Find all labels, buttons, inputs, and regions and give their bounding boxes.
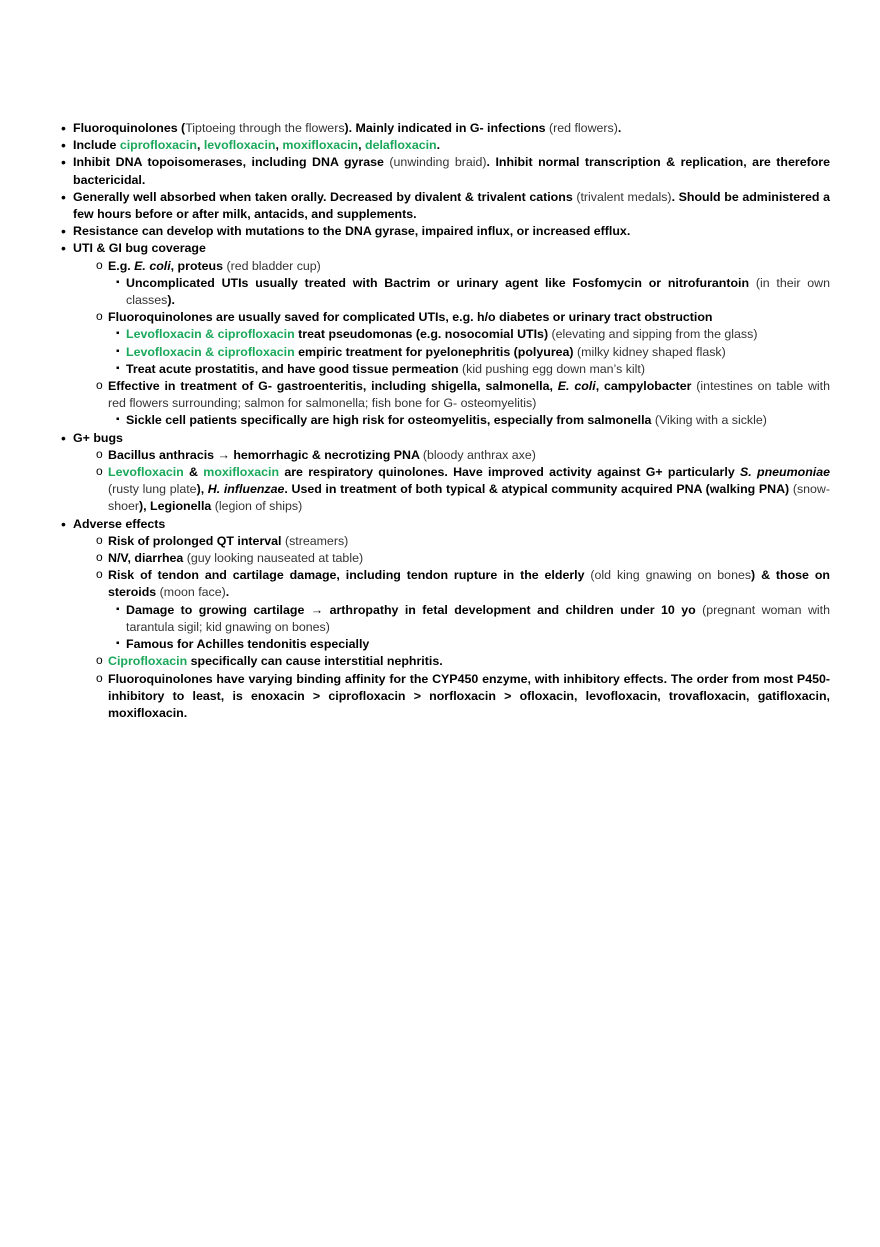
sub-list-item: o E.g. E. coli, proteus (red bladder cup) ▪ Uncomplicated UTIs usually treated with Bactrim or urinary agent like Fosfomycin or nitrofurantoin (in their own classes). bbox=[86, 258, 830, 310]
list-item: • Fluoroquinolones (Tiptoeing through the flowers). Mainly indicated in G- infections (red flowers). bbox=[60, 120, 830, 137]
drug-name: moxifloxacin bbox=[282, 138, 359, 153]
sub-list bbox=[86, 447, 830, 516]
sub-list-item: o Ciprofloxacin specifically can cause interstitial nephritis. bbox=[86, 653, 830, 670]
sub-list-item: o Risk of tendon and cartilage damage, including tendon rupture in the elderly (old king gnawing on bones) & those on steroids (moon face). ▪ Damage to growing cartilage → arthropathy in fetal development and children under 10 yo (pregnant woman with tarantula sigil; kid gnawing on bones) ▪ Famous for Achilles tendonitis especially bbox=[86, 567, 830, 653]
detail-item: ▪ Famous for Achilles tendonitis especially bbox=[108, 636, 830, 653]
sub-list-item: o N/V, diarrhea (guy looking nauseated at table) bbox=[86, 550, 830, 567]
detail-list bbox=[108, 412, 830, 429]
detail-item: ▪ Sickle cell patients specifically are high risk for osteomyelitis, especially from salmonella (Viking with a sickle) bbox=[108, 412, 830, 429]
drug-name: ciprofloxacin bbox=[119, 138, 197, 153]
detail-list bbox=[108, 326, 830, 378]
drug-name: levofloxacin bbox=[203, 138, 276, 153]
sub-list bbox=[86, 533, 830, 722]
sub-list-item: o Fluoroquinolones have varying binding affinity for the CYP450 enzyme, with inhibitory effects. The order from most P450-inhibitory to least, is enoxacin > ciprofloxacin > norfloxacin > ofloxacin, levofloxacin, trovafloxacin, gatifloxacin, moxifloxacin. bbox=[86, 671, 830, 723]
sub-list-item: o Fluoroquinolones are usually saved for complicated UTIs, e.g. h/o diabetes or urinary tract obstruction ▪ Levofloxacin & ciprofloxacin treat pseudomonas (e.g. nosocomial UTIs) (elevating and sipping from the glass) ▪ Levofloxacin & ciprofloxacin empiric treatment for pyelonephritis (polyurea) (milky kidney shaped flask) ▪ Treat acute prostatitis, and have good tissue permeation (kid pushing egg down man’s kilt) bbox=[86, 309, 830, 378]
notes-page bbox=[60, 120, 830, 722]
sub-list bbox=[86, 258, 830, 430]
sub-list-item: o Effective in treatment of G- gastroenteritis, including shigella, salmonella, E. coli, campylobacter (intestines on table with red flowers surrounding; salmon for salmonella; fish bone for G- osteomyelitis) ▪ Sickle cell patients specifically are high risk for osteomyelitis, especially from salmonella (Viking with a sickle) bbox=[86, 378, 830, 430]
list-item: • UTI & GI bug coverage o E.g. E. coli, proteus (red bladder cup) ▪ Uncomplicated UTIs usually treated with Bactrim or urinary agent like Fosfomycin or nitrofurantoin (in their own classes). o Fluoroquinolones are usually saved for complicated UTIs, e.g. h/o diabetes or urinary tract obstruction ▪ Levofloxacin & ciprofloxacin treat pseudomonas (e.g. nosocomial UTIs) (elevating and sipping from the glass) ▪ Levofloxacin & ciprofloxacin empiric treatment for pyelonephritis (polyurea) (milky kidney shaped flask) ▪ Treat acute prostatitis, and have good tissue permeation (kid pushing egg down man’s kilt) o Effective in treatment of G- gastroenteritis, including shigella, salmonella, E. coli, campylobacter (intestines on table with red flowers surrounding; salmon for salmonella; fish bone for G- osteomyelitis) ▪ Sickle cell patients specifically are high risk for osteomyelitis, especially from salmonella (Viking with a sickle) bbox=[60, 240, 830, 429]
list-item: • G+ bugs o Bacillus anthracis → hemorrhagic & necrotizing PNA (bloody anthrax axe) o Levofloxacin & moxifloxacin are respiratory quinolones. Have improved activity against G+ particularly S. pneumoniae (rusty lung plate), H. influenzae. Used in treatment of both typical & atypical community acquired PNA (walking PNA) (snow-shoer), Legionella (legion of ships) bbox=[60, 430, 830, 516]
bullet-list bbox=[60, 120, 830, 722]
detail-item: ▪ Uncomplicated UTIs usually treated with Bactrim or urinary agent like Fosfomycin or nitrofurantoin (in their own classes). bbox=[108, 275, 830, 309]
detail-item: ▪ Treat acute prostatitis, and have good tissue permeation (kid pushing egg down man’s kilt) bbox=[108, 361, 830, 378]
list-item: • Include ciprofloxacin, levofloxacin, moxifloxacin, delafloxacin. bbox=[60, 137, 830, 154]
list-item: • Inhibit DNA topoisomerases, including DNA gyrase (unwinding braid). Inhibit normal transcription & replication, are therefore bactericidal. bbox=[60, 154, 830, 188]
list-item: • Generally well absorbed when taken orally. Decreased by divalent & trivalent cations (trivalent medals). Should be administered a few hours before or after milk, antacids, and supplements. bbox=[60, 189, 830, 223]
sub-list-item: o Risk of prolonged QT interval (streamers) bbox=[86, 533, 830, 550]
list-item: • Adverse effects o Risk of prolonged QT interval (streamers) o N/V, diarrhea (guy looking nauseated at table) o Risk of tendon and cartilage damage, including tendon rupture in the elderly (old king gnawing on bones) & those on steroids (moon face). ▪ Damage to growing cartilage → arthropathy in fetal development and children under 10 yo (pregnant woman with tarantula sigil; kid gnawing on bones) ▪ Famous for Achilles tendonitis especially o Ciprofloxacin specifically can cause interstitial nephritis. o Fluoroquinolones have varying binding affinity for the CYP450 enzyme, with inhibitory effects. The order from most P450-inhibitory to least, is enoxacin > ciprofloxacin > norfloxacin > ofloxacin, levofloxacin, trovafloxacin, gatifloxacin, moxifloxacin. bbox=[60, 516, 830, 722]
list-item: • Resistance can develop with mutations to the DNA gyrase, impaired influx, or increased efflux. bbox=[60, 223, 830, 240]
sub-list-item: o Levofloxacin & moxifloxacin are respiratory quinolones. Have improved activity against G+ particularly S. pneumoniae (rusty lung plate), H. influenzae. Used in treatment of both typical & atypical community acquired PNA (walking PNA) (snow-shoer), Legionella (legion of ships) bbox=[86, 464, 830, 516]
detail-item: ▪ Levofloxacin & ciprofloxacin empiric treatment for pyelonephritis (polyurea) (milky kidney shaped flask) bbox=[108, 344, 830, 361]
detail-item: ▪ Levofloxacin & ciprofloxacin treat pseudomonas (e.g. nosocomial UTIs) (elevating and sipping from the glass) bbox=[108, 326, 830, 343]
detail-item: ▪ Damage to growing cartilage → arthropathy in fetal development and children under 10 yo (pregnant woman with tarantula sigil; kid gnawing on bones) bbox=[108, 602, 830, 636]
sub-list-item: o Bacillus anthracis → hemorrhagic & necrotizing PNA (bloody anthrax axe) bbox=[86, 447, 830, 464]
detail-list bbox=[108, 275, 830, 309]
detail-list bbox=[108, 602, 830, 654]
drug-name: delafloxacin bbox=[365, 138, 437, 153]
